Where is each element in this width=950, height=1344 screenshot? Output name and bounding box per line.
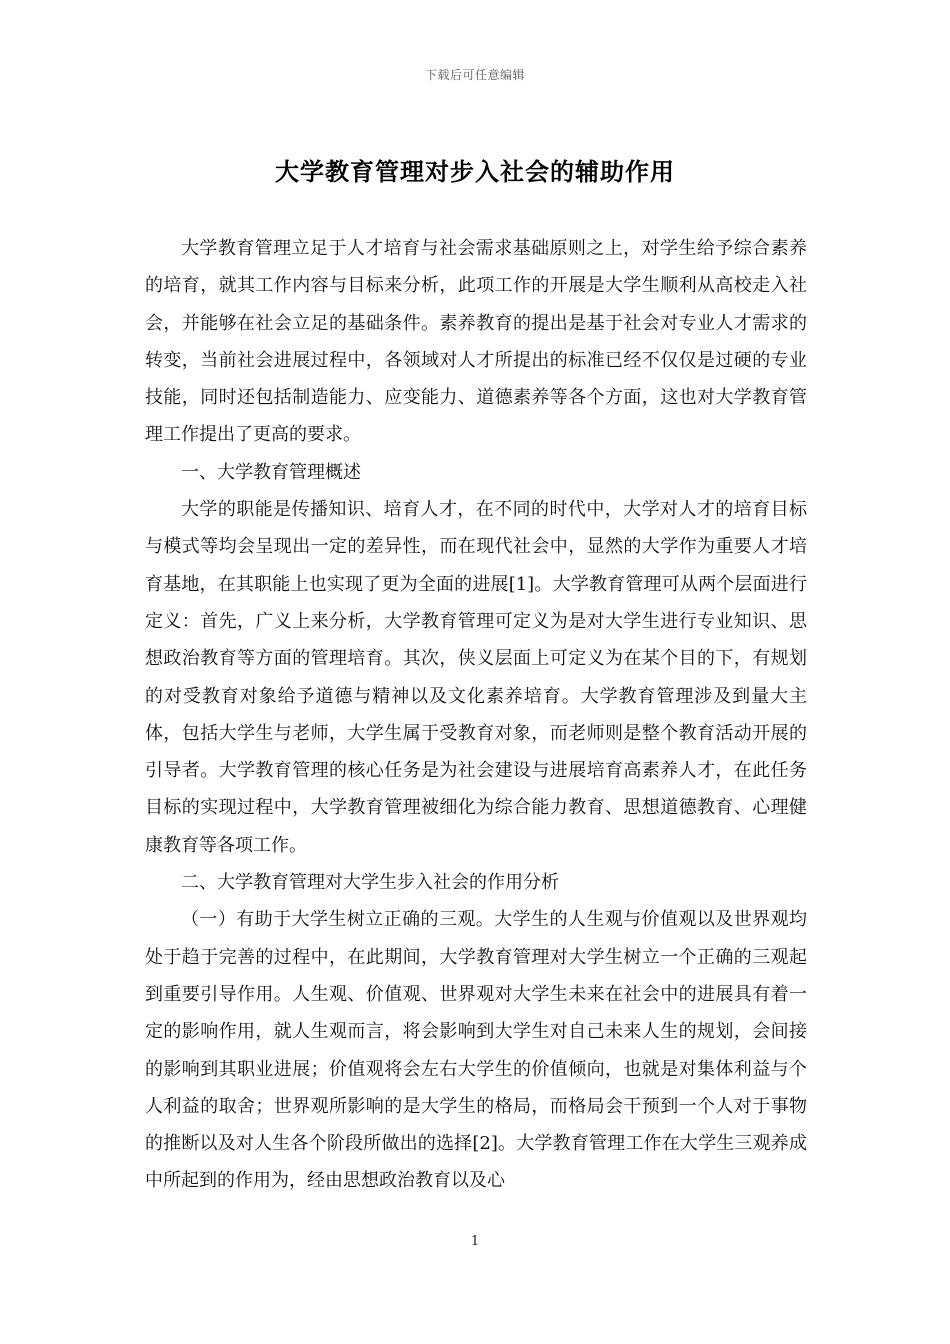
section-heading-2: 二、大学教育管理对大学生步入社会的作用分析: [181, 872, 559, 894]
section-1-paragraph: 大学的职能是传播知识、培育人才，在不同的时代中，大学对人才的培育目标与模式等均会呈现出一定的差异性，而在现代社会中，显然的大学作为重要人才培育基地，在其职能上也实现了更为全面的进展[1]。大学教育管理可从两个层面进行定义：首先，广义上来分析，大学教育管理可定义为是对大学生进行专业知识、思想政治教育等方面的管理培育。其次，侠义层面上可定义为在某个目的下，有规划的对受教育对象给予道德与精神以及文化素养培育。大学教育管理涉及到量大主体，包括大学生与老师，大学生属于受教育对象，而老师则是整个教育活动开展的引导者。大学教育管理的核心任务是为社会建设与进展培育高素养人才，在此任务目标的实现过程中，大学教育管理被细化为综合能力教育、思想道德教育、心理健康教育等各项工作。: [145, 499, 807, 856]
document-body: [145, 230, 807, 1200]
section-heading-1: 一、大学教育管理概述: [181, 461, 361, 483]
document-title: 大学教育管理对步入社会的辅助作用: [275, 157, 675, 186]
intro-paragraph: 大学教育管理立足于人才培育与社会需求基础原则之上，对学生给予综合素养的培育，就其工作内容与目标来分析，此项工作的开展是大学生顺利从高校走入社会，并能够在社会立足的基础条件。素养教育的提出是基于社会对专业人才需求的转变，当前社会进展过程中，各领域对人才所提出的标准已经不仅仅是过硬的专业技能，同时还包括制造能力、应变能力、道德素养等各个方面，这也对大学教育管理工作提出了更高的要求。: [145, 238, 807, 446]
section-2-paragraph: （一）有助于大学生树立正确的三观。大学生的人生观与价值观以及世界观均处于趋于完善的过程中，在此期间，大学教育管理对大学生树立一个正确的三观起到重要引导作用。人生观、价值观、世界观对大学生未来在社会中的进展具有着一定的影响作用，就人生观而言，将会影响到大学生对自己未来人生的规划，会间接的影响到其职业进展；价值观将会左右大学生的价值倾向，也就是对集体利益与个人利益的取舍；世界观所影响的是大学生的格局，而格局会干预到一个人对于事物的推断以及对人生各个阶段所做出的选择[2]。大学教育管理工作在大学生三观养成中所起到的作用为，经由思想政治教育以及心: [145, 909, 807, 1192]
header-note: 下载后可任意编辑: [424, 68, 525, 82]
page-number: 1: [470, 1234, 480, 1249]
